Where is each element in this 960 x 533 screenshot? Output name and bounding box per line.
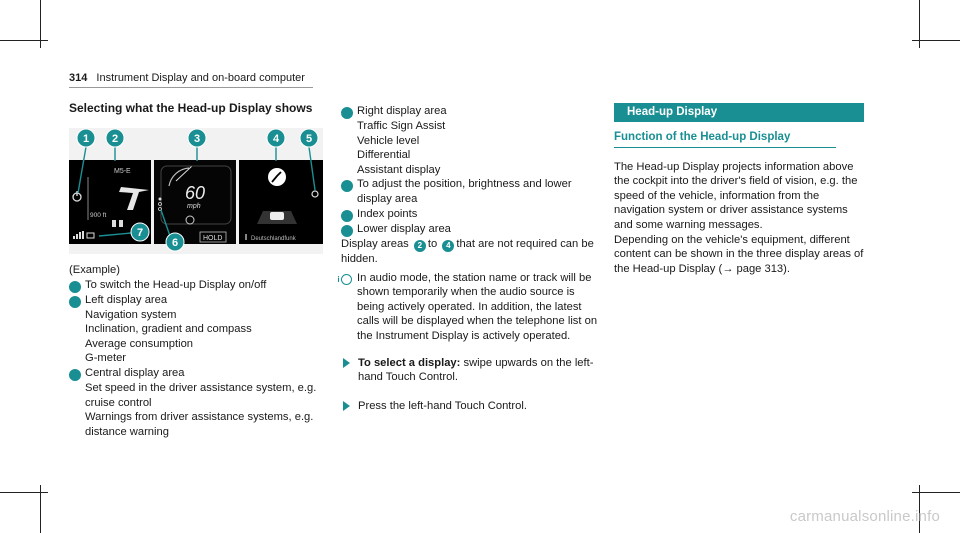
list-item: 7 Lower display area bbox=[336, 222, 451, 235]
speed-readout: 60 bbox=[185, 183, 206, 203]
right-column bbox=[614, 103, 864, 276]
left-column bbox=[64, 263, 319, 439]
list-item: 1 To switch the Head-up Display on/off bbox=[64, 278, 267, 291]
figure-callout-4 bbox=[267, 129, 285, 147]
instruction-step: To select a display: swipe upwards on the left-hand Touch Control. bbox=[341, 356, 603, 385]
list-sub-item: Assistant display bbox=[357, 163, 441, 176]
middle-column bbox=[336, 104, 603, 413]
battery-icon bbox=[87, 233, 94, 238]
subsection-heading: Function of the Head-up Display bbox=[614, 130, 836, 148]
svg-text:6: 6 bbox=[171, 237, 179, 249]
step-arrow-icon bbox=[343, 401, 350, 411]
instruction-step: Press the left-hand Touch Control. bbox=[341, 399, 603, 414]
hud-figure bbox=[69, 128, 323, 254]
speed-limiter-icon bbox=[186, 216, 194, 224]
section-title: Instrument Display and on-board computer bbox=[96, 72, 305, 84]
list-item: 4 Right display area bbox=[336, 105, 447, 117]
running-head bbox=[69, 71, 305, 86]
vehicle-icon bbox=[270, 212, 284, 220]
page-number: 314 bbox=[69, 72, 88, 84]
svg-text:7: 7 bbox=[136, 227, 144, 239]
figure-callout-7 bbox=[131, 223, 149, 241]
list-item: 6 Index points bbox=[336, 207, 418, 220]
figure-callout-5 bbox=[300, 129, 318, 147]
info-icon: i bbox=[341, 274, 352, 285]
step-arrow-icon bbox=[343, 358, 350, 368]
list-sub-item: Vehicle level bbox=[357, 134, 420, 147]
svg-text:2: 2 bbox=[111, 133, 119, 145]
crop-mark bbox=[912, 40, 960, 41]
crop-mark bbox=[0, 40, 48, 41]
paragraph: The Head-up Display projects information above the cockpit into the driver's field of vision, e.g. the speed of the vehicle, information from the navigation system or driver assistance systems and some warning messages. bbox=[614, 160, 858, 231]
figure-caption: (Example) bbox=[69, 264, 120, 276]
list-item: 2 Left display area bbox=[64, 293, 168, 306]
hidden-areas-note: Display areas 2 to 4 that are not required can be hidden. bbox=[341, 237, 594, 265]
figure-callout-2 bbox=[106, 129, 124, 147]
watermark: carmanualsonline.info bbox=[789, 508, 940, 526]
list-item: 5 To adjust the position, brightness and lower display area bbox=[336, 178, 572, 206]
list-sub-item: Average consumption bbox=[85, 337, 194, 350]
hud-figure-graphics bbox=[69, 128, 323, 254]
list-sub-item: Inclination, gradient and compass bbox=[85, 323, 252, 336]
list-sub-item: Navigation system bbox=[85, 308, 177, 321]
figure-callout-3 bbox=[188, 129, 206, 147]
header-rule bbox=[69, 87, 313, 88]
inclination-icon bbox=[119, 187, 149, 210]
crop-mark bbox=[912, 492, 960, 493]
info-note: i In audio mode, the station name or track will be shown temporarily when the audio source is being actively operated. In addition, the latest calls will be displayed when the telephone list on the Instrument Display is actively operated. bbox=[337, 271, 598, 342]
altitude-readout: 900 ft bbox=[90, 212, 107, 219]
figure-callout-6 bbox=[166, 233, 184, 251]
list-item: 3 Central display area bbox=[64, 366, 185, 379]
list-sub-item: Differential bbox=[357, 149, 411, 162]
hold-label: HOLD bbox=[203, 235, 223, 242]
vehicle-label: M5-E bbox=[114, 168, 131, 175]
station-name: Deutschlandfunk bbox=[251, 236, 296, 242]
left-title: Selecting what the Head-up Display shows bbox=[69, 101, 313, 115]
paragraph: Depending on the vehicle's equipment, different content can be shown in the three display areas of the Head-up Display (→ page 313). bbox=[614, 233, 864, 275]
section-heading-bar: Head-up Display bbox=[614, 103, 864, 122]
list-sub-item: Warnings from driver assistance systems, e.g. distance warning bbox=[85, 411, 314, 438]
crop-mark bbox=[0, 492, 48, 493]
svg-text:1: 1 bbox=[82, 133, 90, 145]
svg-text:4: 4 bbox=[272, 133, 280, 145]
figure-callout-1 bbox=[77, 129, 95, 147]
list-sub-item: Set speed in the driver assistance system, e.g. cruise control bbox=[85, 381, 317, 409]
list-sub-item: Traffic Sign Assist bbox=[357, 120, 446, 132]
settings-gear-icon bbox=[312, 191, 318, 197]
svg-text:3: 3 bbox=[193, 133, 201, 145]
svg-text:5: 5 bbox=[305, 133, 313, 145]
speed-unit: mph bbox=[187, 203, 201, 210]
list-sub-item: G-meter bbox=[85, 352, 127, 365]
